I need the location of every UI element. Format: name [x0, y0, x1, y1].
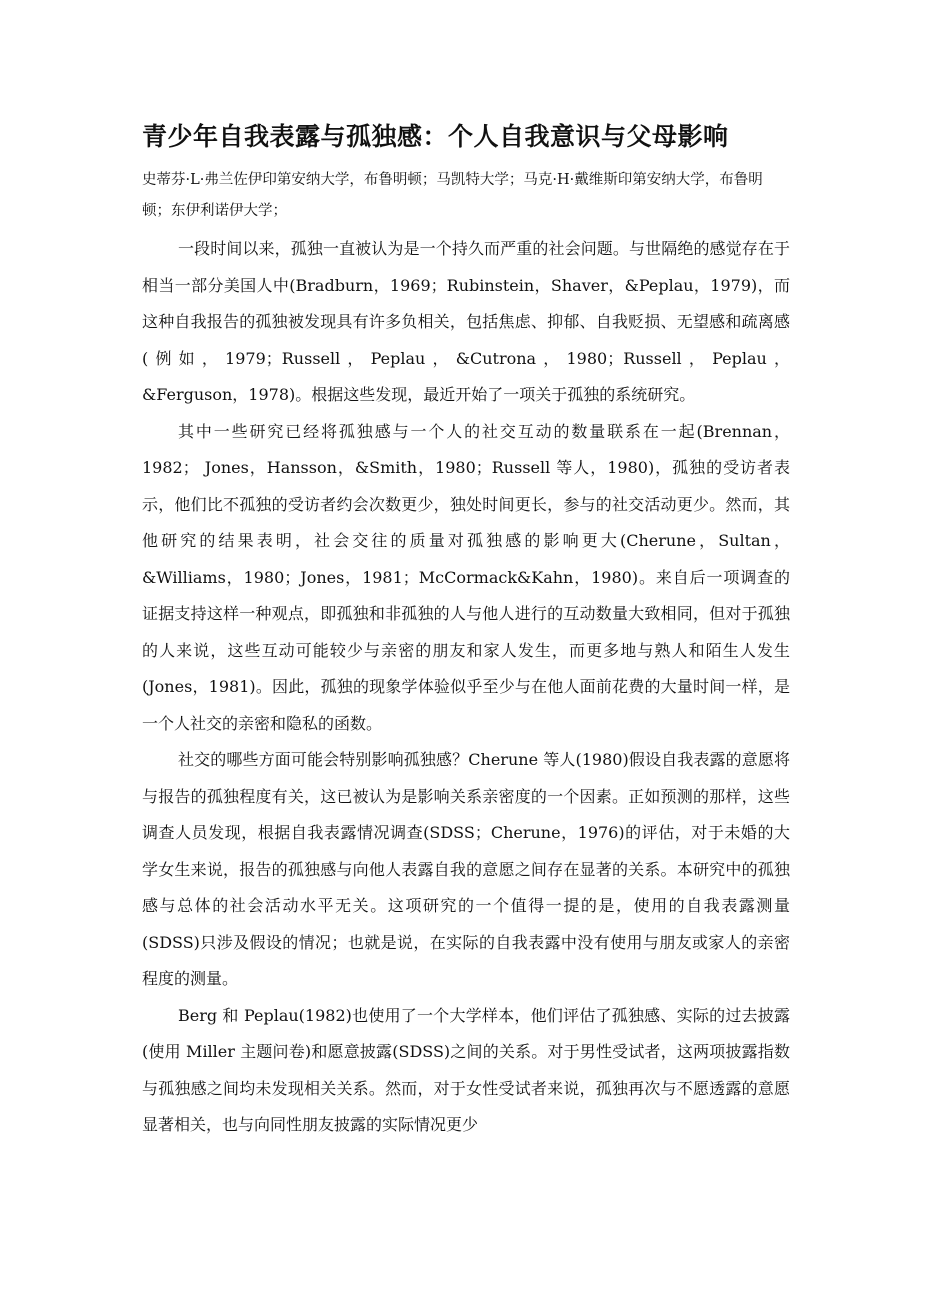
author-line: 史蒂芬·L·弗兰佐伊印第安纳大学，布鲁明顿；马凯特大学；马克·H·戴维斯印第安纳大学，布鲁明顿；东伊利诺伊大学；: [142, 172, 763, 219]
paragraph-1: 一段时间以来，孤独一直被认为是一个持久而严重的社会问题。与世隔绝的感觉存在于相当一部分美国人中(Bradburn，1969；Rubinstein，Shaver，&Peplau，1979)，而这种自我报告的孤独被发现具有许多负相关，包括焦虑、抑郁、自我贬损、无望感和疏离感(例如，1979；Russell，Peplau，&Cutrona，1980；Russell，Peplau，&Ferguson，1978)。根据这些发现，最近开始了一项关于孤独的系统研究。: [142, 239, 790, 404]
paragraph-4: Berg 和 Peplau(1982)也使用了一个大学样本，他们评估了孤独感、实际的过去披露(使用 Miller 主题问卷)和愿意披露(SDSS)之间的关系。对于男性受试者，这两项披露指数与孤独感之间均未发现相关关系。然而，对于女性受试者来说，孤独再次与不愿透露的意愿显著相关，也与向同性朋友披露的实际情况更少: [142, 1005, 790, 1134]
paragraph-3: 社交的哪些方面可能会特别影响孤独感？Cherune 等人(1980)假设自我表露的意愿将与报告的孤独程度有关，这已被认为是影响关系亲密度的一个因素。正如预测的那样，这些调查人员发现，根据自我表露情况调查(SDSS；Cherune，1976)的评估，对于未婚的大学女生来说，报告的孤独感与向他人表露自我的意愿之间存在显著的关系。本研究中的孤独感与总体的社会活动水平无关。这项研究的一个值得一提的是，使用的自我表露测量(SDSS)只涉及假设的情况；也就是说，在实际的自我表露中没有使用与朋友或家人的亲密程度的测量。: [142, 750, 790, 988]
document-title: 青少年自我表露与孤独感：个人自我意识与父母影响: [142, 122, 729, 151]
document-body: [142, 115, 790, 1144]
paragraph-2: 其中一些研究已经将孤独感与一个人的社交互动的数量联系在一起(Brennan，1982； Jones，Hansson，&Smith，1980；Russell 等人，1980)，孤独的受访者表示，他们比不孤独的受访者约会次数更少，独处时间更长，参与的社交活动更少。然而，其他研究的结果表明，社会交往的质量对孤独感的影响更大(Cherune，Sultan，&Williams，1980；Jones，1981；McCormack&Kahn，1980)。来自后一项调查的证据支持这样一种观点，即孤独和非孤独的人与他人进行的互动数量大致相同，但对于孤独的人来说，这些互动可能较少与亲密的朋友和家人发生，而更多地与熟人和陌生人发生(Jones，1981)。因此，孤独的现象学体验似乎至少与在他人面前花费的大量时间一样，是一个人社交的亲密和隐私的函数。: [142, 421, 790, 733]
